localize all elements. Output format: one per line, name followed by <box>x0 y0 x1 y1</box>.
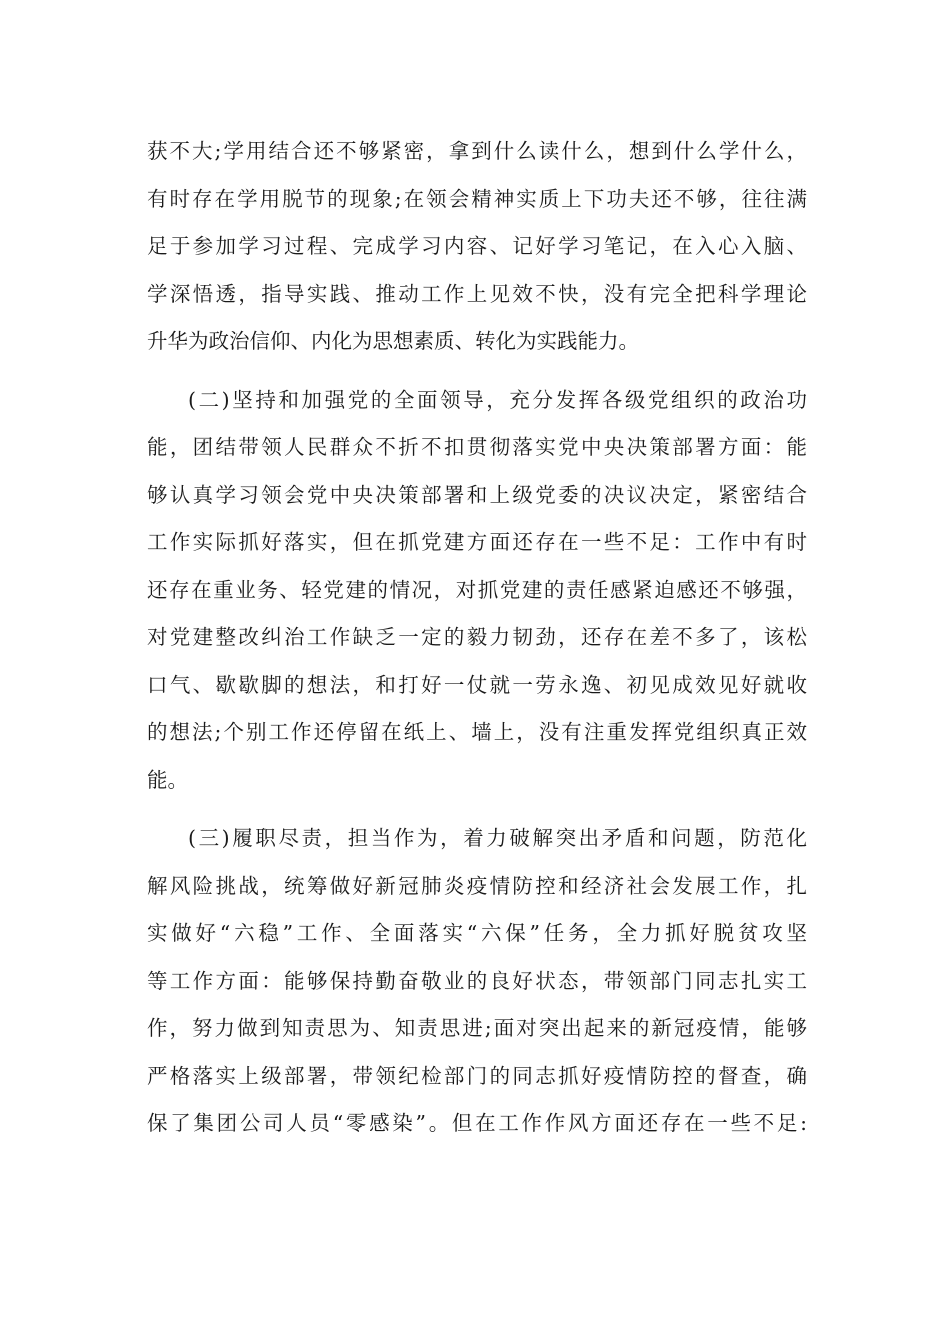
text-line: (三)履职尽责，担当作为，着力破解突出矛盾和问题，防范化 <box>188 826 807 850</box>
paragraph-1 <box>147 128 807 366</box>
text-line: 能。 <box>147 767 188 792</box>
text-line: 够认真学习领会党中央决策部署和上级党委的决议决定，紧密结合 <box>147 482 807 507</box>
text-line: 足于参加学习过程、完成学习内容、记好学习笔记，在入心入脑、 <box>147 234 807 258</box>
paragraph-2 <box>147 377 807 805</box>
document-body <box>147 128 807 1148</box>
text-line: 的想法;个别工作还停留在纸上、墙上，没有注重发挥党组织真正效 <box>147 720 807 744</box>
paragraph-3 <box>147 815 807 1148</box>
text-line: 等工作方面：能够保持勤奋敬业的良好状态，带领部门同志扎实工 <box>147 968 807 993</box>
text-line: 学深悟透，指导实践、推动工作上见效不快，没有完全把科学理论 <box>147 281 807 306</box>
text-line: 对党建整改纠治工作缺乏一定的毅力韧劲，还存在差不多了，该松 <box>147 625 807 649</box>
text-line: 口气、歇歇脚的想法，和打好一仗就一劳永逸、初见成效见好就收 <box>147 672 807 697</box>
text-line: 有时存在学用脱节的现象;在领会精神实质上下功夫还不够，往往满 <box>147 186 807 211</box>
text-line: 严格落实上级部署，带领纪检部门的同志抓好疫情防控的督查，确 <box>147 1063 807 1088</box>
text-line: 升华为政治信仰、内化为思想素质、转化为实践能力。 <box>147 329 639 353</box>
text-line: 工作实际抓好落实，但在抓党建方面还存在一些不足：工作中有时 <box>147 530 807 554</box>
text-line: 解风险挑战，统筹做好新冠肺炎疫情防控和经济社会发展工作，扎 <box>147 873 807 898</box>
text-line: 实做好“六稳”工作、全面落实“六保”任务，全力抓好脱贫攻坚 <box>147 921 807 945</box>
text-line: 获不大;学用结合还不够紧密，拿到什么读什么，想到什么学什么， <box>147 139 807 163</box>
text-line: (二)坚持和加强党的全面领导，充分发挥各级党组织的政治功 <box>188 387 807 412</box>
text-line: 还存在重业务、轻党建的情况，对抓党建的责任感紧迫感还不够强， <box>147 577 807 602</box>
text-line: 保了集团公司人员“零感染”。但在工作作风方面还存在一些不足: <box>147 1111 807 1135</box>
text-line: 作，努力做到知责思为、知责思进;面对突出起来的新冠疫情，能够 <box>147 1016 807 1040</box>
text-line: 能，团结带领人民群众不折不扣贯彻落实党中央决策部署方面：能 <box>147 435 807 459</box>
